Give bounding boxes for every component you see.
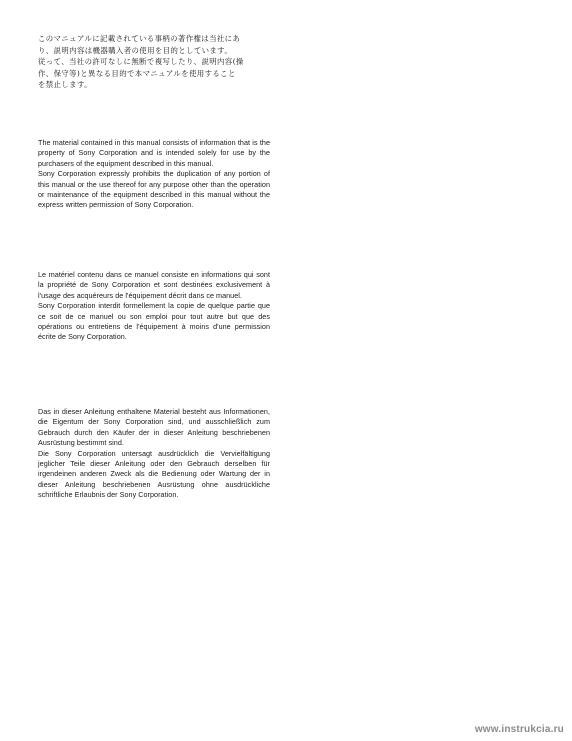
french-copyright-notice	[38, 270, 270, 343]
japanese-line: り、説明内容は機器購入者の使用を目的としています。	[38, 45, 233, 55]
english-paragraph: Sony Corporation expressly prohibits the duplication of any portion of this manual or the use thereof for any purpose other than the operation or maintenance of the equipment described in this manual without the express written permission of Sony Corporation.	[38, 169, 270, 210]
french-paragraph: Le matériel contenu dans ce manuel consiste en informations qui sont la propriété de Sony Corporation et sont destinées exclusivement à l'usage des acquéreurs de l'équipement décrit dans ce manuel.	[38, 270, 270, 300]
japanese-line: を禁止します。	[38, 80, 92, 90]
english-paragraph: The material contained in this manual consists of information that is the property of Sony Corporation and is intended solely for use by the purchasers of the equipment described in this manual.	[38, 138, 270, 168]
site-watermark: www.instrukcia.ru	[474, 724, 564, 735]
german-paragraph: Die Sony Corporation untersagt ausdrücklich die Vervielfältigung jeglicher Teile dieser Anleitung oder den Gebrauch derselben für irgendeinen anderen Zweck als die Bedienung oder Wartung der in dieser Anleitung beschriebenen Ausrüstung ohne ausdrückliche schriftliche Erlaubnis der Sony Corporation.	[38, 448, 270, 500]
japanese-line: 従って、当社の許可なしに無断で複写したり、説明内容(操	[38, 57, 244, 67]
japanese-copyright-notice	[38, 33, 270, 91]
japanese-line: 作、保守等)と異なる目的で本マニュアルを使用すること	[38, 68, 236, 78]
english-copyright-notice	[38, 138, 270, 211]
french-paragraph: Sony Corporation interdit formellement la copie de quelque partie que ce soit de ce manuel ou son emploi pour tout autre but que des opérations ou entretiens de l'équipement à moins d'une permission écrite de Sony Corporation.	[38, 301, 270, 342]
german-copyright-notice	[38, 407, 270, 501]
german-paragraph: Das in dieser Anleitung enthaltene Material besteht aus Informationen, die Eigentum der Sony Corporation sind, und ausschließlich zum Gebrauch durch den Käufer der in dieser Anleitung beschriebenen Ausrüstung bestimmt sind.	[38, 407, 270, 448]
japanese-line: このマニュアルに記載されている事柄の著作権は当社にあ	[38, 34, 241, 43]
